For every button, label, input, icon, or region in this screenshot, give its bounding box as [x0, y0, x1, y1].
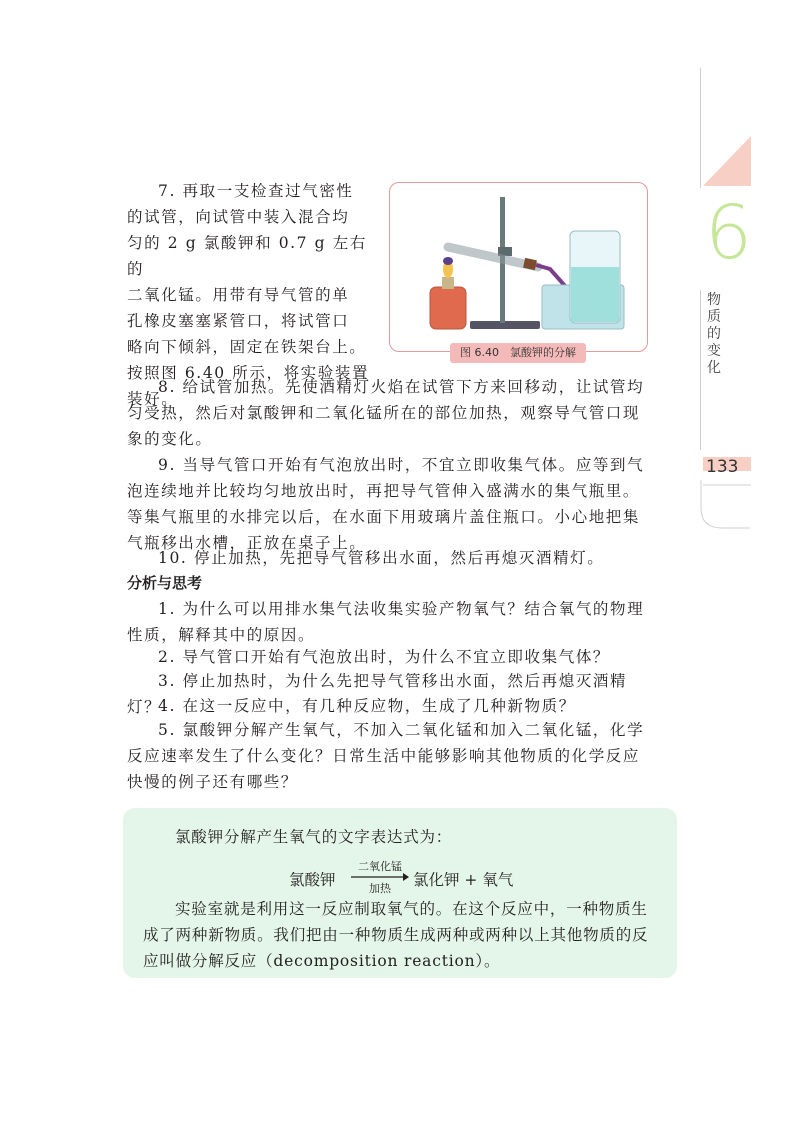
- lamp-neck: [442, 277, 454, 289]
- margin-curve: [700, 480, 750, 530]
- figure-caption: 图 6.40 氯酸钾的分解: [450, 343, 586, 363]
- question-2: 2. 导气管口开始有气泡放出时，为什么不宜立即收集气体？: [158, 648, 611, 666]
- analysis-heading: 分析与思考: [127, 574, 203, 592]
- margin-line-top: [700, 68, 701, 188]
- page-number: 133: [706, 457, 739, 477]
- equation-reactant: 氯酸钾: [289, 871, 336, 889]
- step-7-line: 二氧化锰。用带有导气管的单: [127, 286, 350, 304]
- chapter-number: 6: [705, 190, 753, 276]
- condition-catalyst: 二氧化锰: [358, 860, 402, 873]
- chapter-tab-triangle: [703, 136, 751, 186]
- question-3: 3. 停止加热时，为什么先把导气管移出水面，然后再熄灭酒精灯？: [127, 672, 628, 716]
- equation-intro: 氯酸钾分解产生氧气的文字表达式为：: [175, 828, 453, 846]
- word-equation: [289, 854, 519, 894]
- step-7-line: 略向下倾斜，固定在铁架台上。: [127, 338, 367, 356]
- question-1: 1. 为什么可以用排水集气法收集实验产物氧气？结合氧气的物理性质，解释其中的原因。: [127, 600, 645, 644]
- reaction-arrow: [351, 858, 409, 895]
- equation-products: 氯化钾 + 氧气: [413, 871, 514, 889]
- step-7-line: 装好。: [127, 390, 179, 408]
- figure-6-40: [389, 182, 648, 359]
- step-8-text: 8. 给试管加热。先使酒精灯火焰在试管下方来回移动，让试管均匀受热，然后对氯酸钾和二氧化锰所在的部位加热，观察导气管口现象的变化。: [127, 378, 645, 448]
- step-7-line: 的试管，向试管中装入混合均: [127, 208, 350, 226]
- chapter-title: 物质的变化: [707, 292, 721, 376]
- decomposition-definition: 实验室就是利用这一反应制取氧气的。在这个反应中，一种物质生成了两种新物质。我们把由一种物质生成两种或两种以上其他物质的反应叫做分解反应（decomposition reaction）。: [143, 900, 649, 970]
- step-7-line: 按照图 6.40 所示，将实验装置: [127, 364, 370, 382]
- margin-line-middle: [700, 290, 701, 450]
- apparatus-illustration: [390, 183, 647, 343]
- bottle-water: [571, 267, 619, 322]
- lamp-flame-core: [443, 257, 453, 265]
- note-box: [123, 808, 677, 978]
- step-7-line: 匀的 2 g 氯酸钾和 0.7 g 左右的: [127, 234, 367, 278]
- condition-heat: 加热: [369, 882, 391, 895]
- step-7-line: 孔橡皮塞塞紧管口，将试管口: [127, 312, 350, 330]
- alcohol-lamp: [430, 287, 466, 329]
- question-5: 5. 氯酸钾分解产生氧气，不加入二氧化锰和加入二氧化锰，化学反应速率发生了什么变化？日常生活中能够影响其他物质的化学反应快慢的例子还有哪些？: [127, 721, 645, 791]
- question-4: 4. 在这一反应中，有几种反应物，生成了几种新物质？: [158, 697, 576, 715]
- step-10-text: 10. 停止加热，先把导气管移出水面，然后再熄灭酒精灯。: [158, 549, 605, 567]
- step-7-line: 7. 再取一支检查过气密性: [158, 182, 354, 200]
- step-9-text: 9. 当导气管口开始有气泡放出时，不宜立即收集气体。应等到气泡连续地并比较均匀地放出时，再把导气管伸入盛满水的集气瓶里。等集气瓶里的水排完以后，在水面下用玻璃片盖住瓶口。小心地把集气瓶移出水槽，正放在桌子上。: [127, 456, 645, 552]
